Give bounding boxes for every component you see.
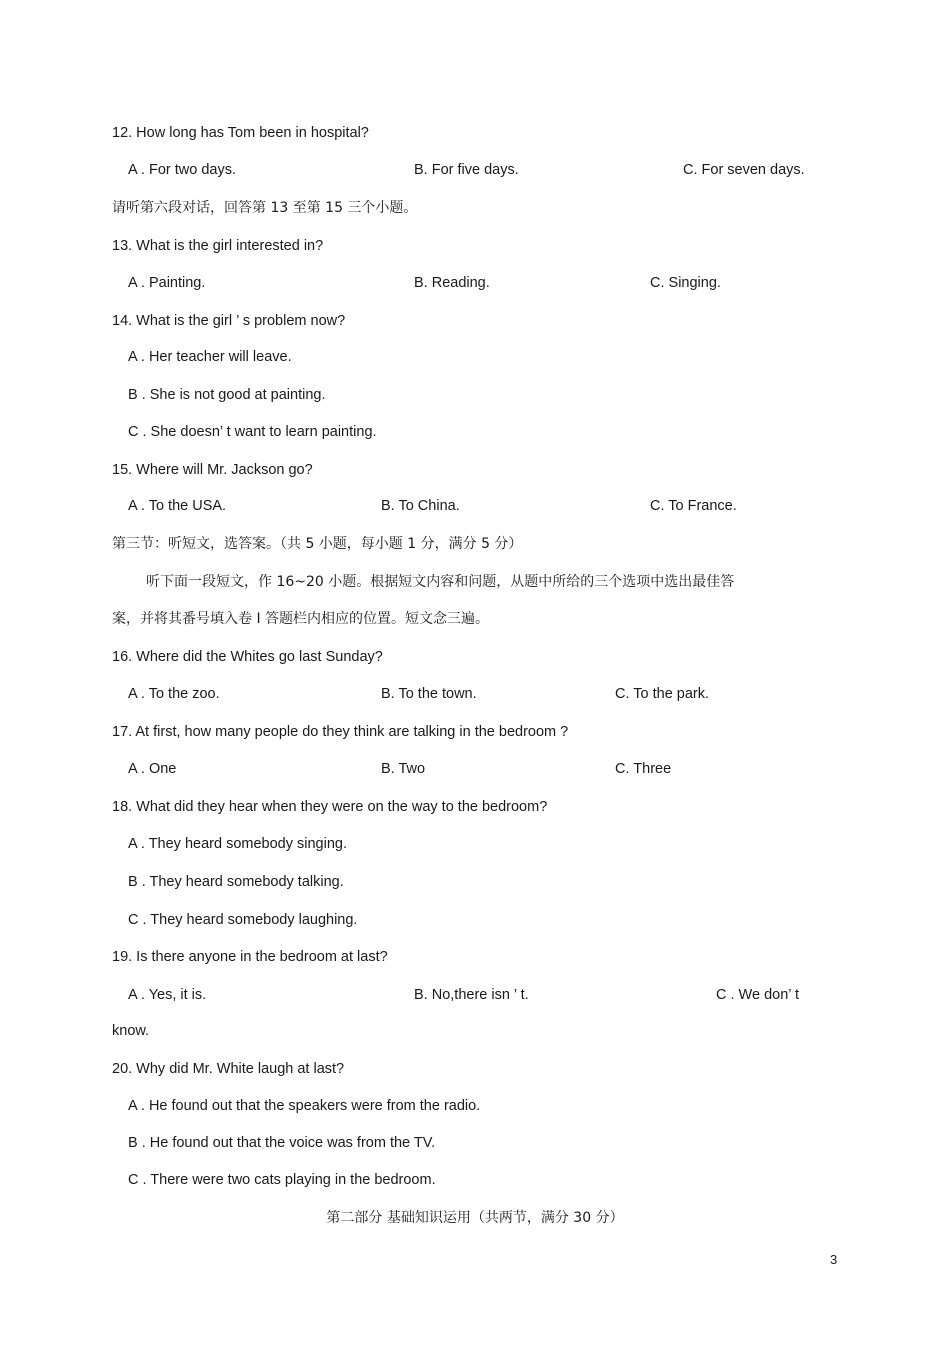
question-18: 18. What did they hear when they were on the way to the bedroom? <box>112 799 548 815</box>
option-20-c: C . There were two cats playing in the bedroom. <box>128 1172 436 1188</box>
option-17-b: B. Two <box>381 761 426 777</box>
section-3-instruction-line-2: 案，并将其番号填入卷 I 答题栏内相应的位置。短文念三遍。 <box>112 611 490 627</box>
option-15-b: B. To China. <box>381 498 460 514</box>
option-14-b: B . She is not good at painting. <box>128 387 326 403</box>
option-16-c: C. To the park. <box>615 686 710 702</box>
option-16-a: A . To the zoo. <box>128 686 220 702</box>
question-12: 12. How long has Tom been in hospital? <box>112 125 369 141</box>
option-18-a: A . They heard somebody singing. <box>128 836 347 852</box>
option-12-c: C. For seven days. <box>683 162 805 178</box>
question-17: 17. At first, how many people do they think are talking in the bedroom ? <box>112 724 569 740</box>
option-15-a: A . To the USA. <box>128 498 227 514</box>
option-12-b: B. For five days. <box>414 162 519 178</box>
option-13-a: A . Painting. <box>128 275 206 291</box>
option-17-a: A . One <box>128 761 177 777</box>
option-20-a: A . He found out that the speakers were from the radio. <box>128 1098 481 1114</box>
option-13-c: C. Singing. <box>650 275 721 291</box>
page-number: 3 <box>830 1252 838 1267</box>
option-14-a: A . Her teacher will leave. <box>128 349 292 365</box>
option-17-c: C. Three <box>615 761 672 777</box>
question-14: 14. What is the girl ’ s problem now? <box>112 313 346 329</box>
section-3-instruction-line-1: 听下面一段短文，作 16~20 小题。根据短文内容和问题，从题中所给的三个选项中选出最佳答 <box>146 574 735 590</box>
section-3-heading: 第三节：听短文，选答案。（共 5 小题，每小题 1 分，满分 5 分） <box>112 536 523 552</box>
question-13: 13. What is the girl interested in? <box>112 238 324 254</box>
instruction-dialogue-6: 请听第六段对话，回答第 13 至第 15 三个小题。 <box>112 200 418 216</box>
question-15: 15. Where will Mr. Jackson go? <box>112 462 313 478</box>
option-16-b: B. To the town. <box>381 686 477 702</box>
option-13-b: B. Reading. <box>414 275 490 291</box>
option-19-b: B. No,there isn ’ t. <box>414 987 529 1003</box>
option-19-c-continued: know. <box>112 1023 150 1039</box>
question-19: 19. Is there anyone in the bedroom at last? <box>112 949 388 965</box>
option-14-c: C . She doesn’ t want to learn painting. <box>128 424 377 440</box>
question-20: 20. Why did Mr. White laugh at last? <box>112 1061 345 1077</box>
option-19-c: C . We don’ t <box>716 987 800 1003</box>
option-20-b: B . He found out that the voice was from the TV. <box>128 1135 436 1151</box>
option-18-b: B . They heard somebody talking. <box>128 874 344 890</box>
option-12-a: A . For two days. <box>128 162 236 178</box>
option-19-a: A . Yes, it is. <box>128 987 207 1003</box>
option-18-c: C . They heard somebody laughing. <box>128 912 358 928</box>
part-2-heading: 第二部分 基础知识运用（共两节，满分 30 分） <box>326 1210 624 1226</box>
question-16: 16. Where did the Whites go last Sunday? <box>112 649 383 665</box>
option-15-c: C. To France. <box>650 498 737 514</box>
